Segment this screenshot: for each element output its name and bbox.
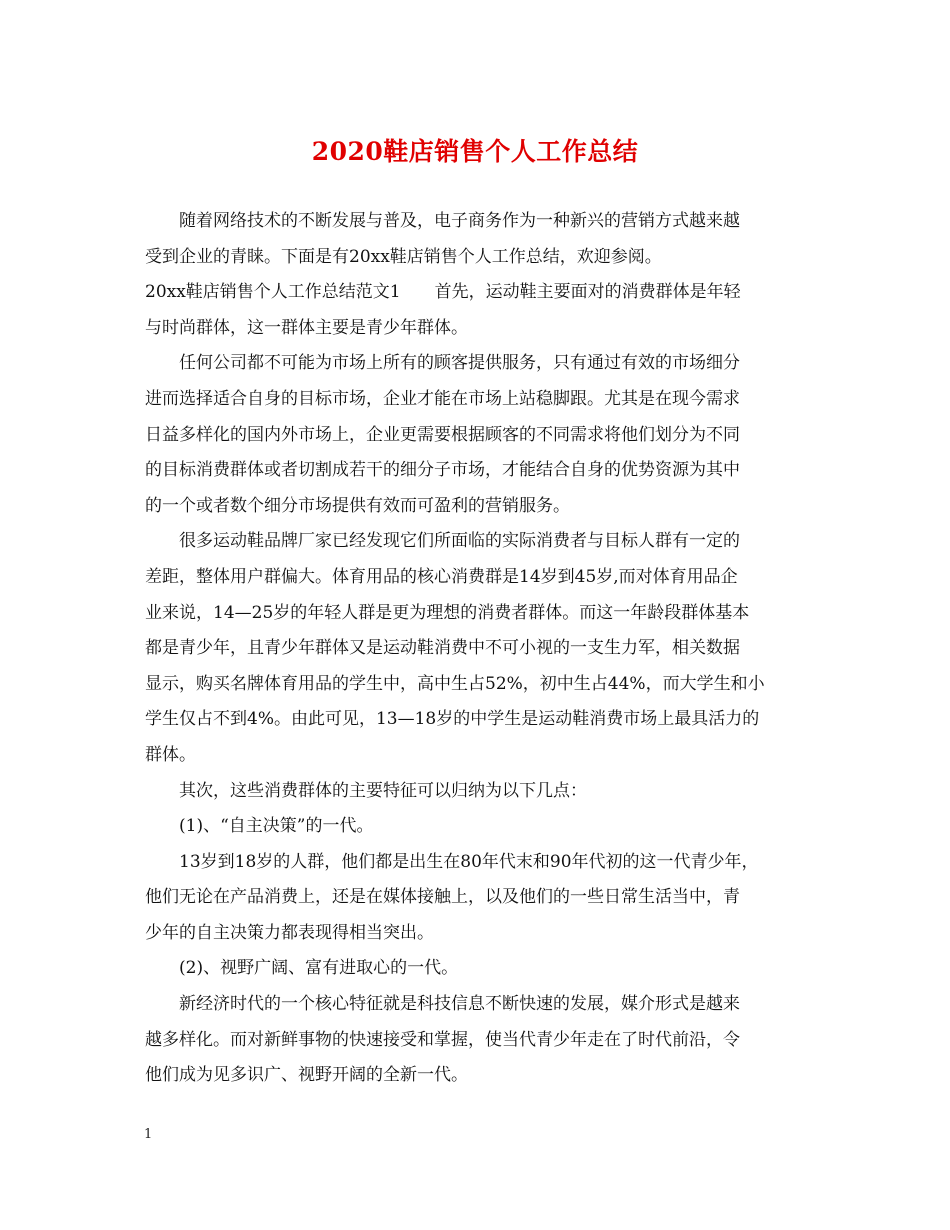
text-line: 受到企业的青睐。下面是有20xx鞋店销售个人工作总结，欢迎参阅。: [145, 246, 662, 267]
text-line: 其次，这些消费群体的主要特征可以归纳为以下几点：: [179, 780, 587, 801]
text-line: 群体。: [145, 744, 196, 765]
text-line: 差距，整体用户群偏大。体育用品的核心消费群是14岁到45岁,而对体育用品企: [145, 566, 738, 587]
text-line: 进而选择适合自身的目标市场，企业才能在市场上站稳脚跟。尤其是在现今需求: [145, 388, 740, 409]
text-line: 随着网络技术的不断发展与普及，电子商务作为一种新兴的营销方式越来越: [179, 211, 740, 231]
text-line: 越多样化。而对新鲜事物的快速接受和掌握，使当代青少年走在了时代前沿，令: [145, 1029, 740, 1050]
text-line: (2)、视野广阔、富有进取心的一代。: [179, 958, 459, 979]
text-line: 学生仅占不到4%。由此可见，13—18岁的中学生是运动鞋消费市场上最具活力的: [145, 709, 760, 730]
text-line: (1)、“自主决策”的一代。: [179, 816, 374, 837]
text-line: 都是青少年，且青少年群体又是运动鞋消费中不可小视的一支生力军，相关数据: [145, 638, 740, 659]
document-title: 2020鞋店销售个人工作总结: [311, 137, 639, 166]
text-line: 13岁到18岁的人群，他们都是出生在80年代末和90年代初的这一代青少年，: [179, 851, 759, 872]
text-line: 任何公司都不可能为市场上所有的顾客提供服务，只有通过有效的市场细分: [179, 353, 740, 374]
text-line: 少年的自主决策力都表现得相当突出。: [145, 922, 434, 943]
text-line: 他们成为见多识广、视野开阔的全新一代。: [145, 1065, 468, 1086]
page-number: 1: [144, 1127, 153, 1142]
text-line: 的目标消费群体或者切割成若干的细分子市场，才能结合自身的优势资源为其中: [145, 460, 740, 481]
text-line: 很多运动鞋品牌厂家已经发现它们所面临的实际消费者与目标人群有一定的: [179, 531, 740, 552]
text-line: 业来说，14—25岁的年轻人群是更为理想的消费者群体。而这一年龄段群体基本: [145, 602, 750, 623]
text-line: 显示，购买名牌体育用品的学生中，高中生占52%，初中生占44%，而大学生和小: [145, 673, 765, 694]
text-line: 日益多样化的国内外市场上，企业更需要根据顾客的不同需求将他们划分为不同: [145, 424, 740, 445]
text-line: 新经济时代的一个核心特征就是科技信息不断快速的发展，媒介形式是越来: [179, 994, 740, 1015]
document-body: [145, 204, 815, 1094]
text-line: 的一个或者数个细分市场提供有效而可盈利的营销服务。: [145, 495, 570, 516]
text-line: 与时尚群体，这一群体主要是青少年群体。: [145, 317, 468, 338]
text-line: 他们无论在产品消费上，还是在媒体接触上，以及他们的一些日常生活当中，青: [145, 887, 740, 908]
text-line: 20xx鞋店销售个人工作总结范文1 首先，运动鞋主要面对的消费群体是年轻: [145, 282, 741, 303]
